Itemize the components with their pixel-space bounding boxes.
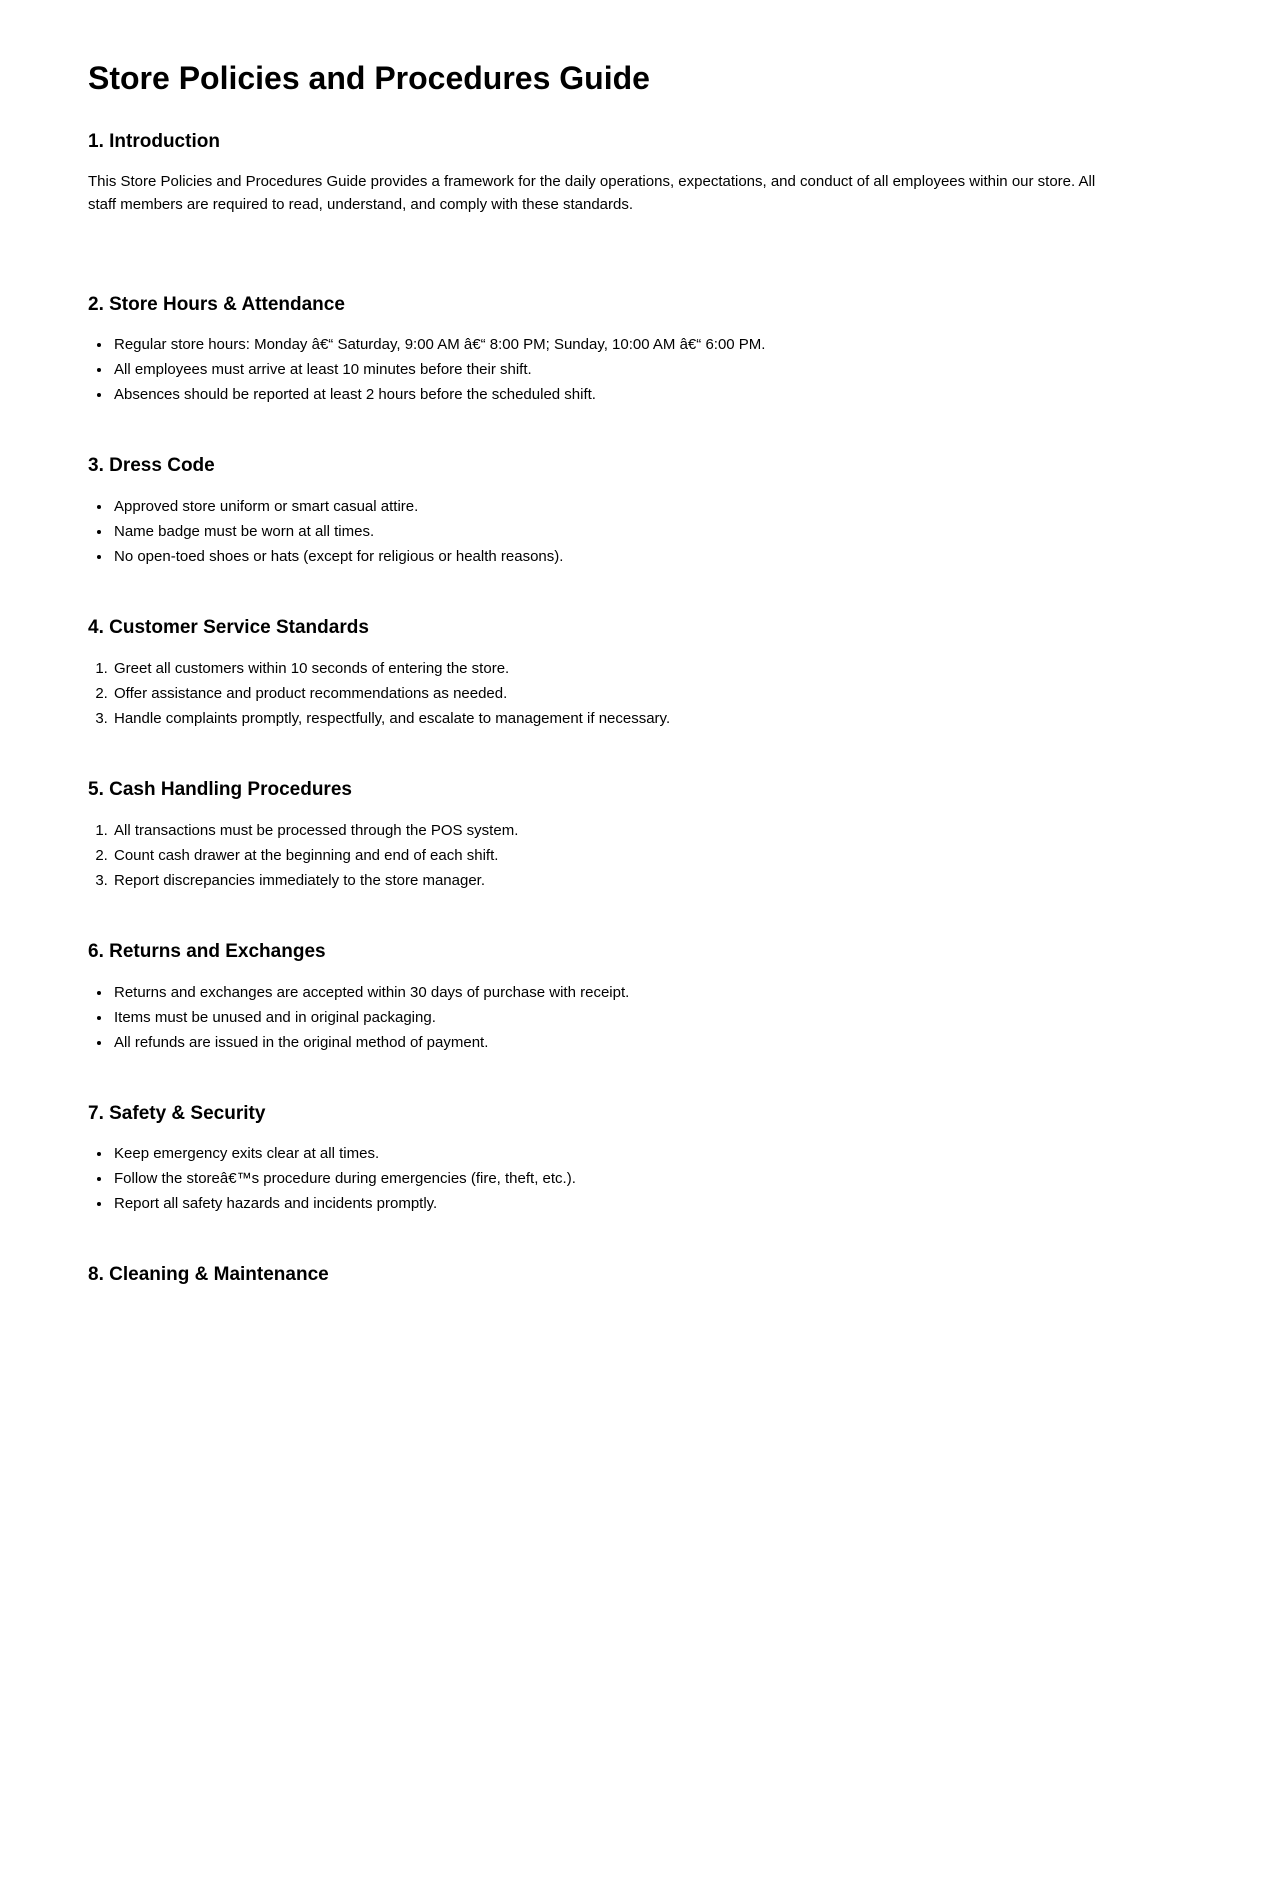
section-heading: 1. Introduction [88, 130, 220, 152]
section-list [88, 332, 1175, 407]
section [88, 779, 1175, 893]
page-title: Store Policies and Procedures Guide [88, 60, 650, 96]
list-item: • Keep emergency exits clear at all times. [112, 1141, 1175, 1166]
section [88, 1103, 1175, 1217]
list-item: • Absences should be reported at least 2 hours before the scheduled shift. [112, 382, 1175, 407]
section-list [88, 494, 1175, 569]
section-heading: 6. Returns and Exchanges [88, 940, 326, 962]
list-item: • All refunds are issued in the original method of payment. [112, 1030, 1175, 1055]
list-item: • Regular store hours: Monday â€“ Saturday, 9:00 AM â€“ 8:00 PM; Sunday, 10:00 AM â€“ 6:00 PM. [112, 332, 1175, 357]
section-heading: 3. Dress Code [88, 455, 215, 477]
list-item: 2. Offer assistance and product recommendations as needed. [112, 681, 1175, 706]
section [88, 1264, 1175, 1303]
section-list [88, 1141, 1175, 1216]
list-item: • Report all safety hazards and incidents promptly. [112, 1191, 1175, 1216]
section [88, 455, 1175, 569]
list-item: • Items must be unused and in original packaging. [112, 1005, 1175, 1030]
section-heading: 4. Customer Service Standards [88, 617, 369, 639]
list-item: • Name badge must be worn at all times. [112, 519, 1175, 544]
section-list [88, 980, 1175, 1055]
list-item: • No open-toed shoes or hats (except for religious or health reasons). [112, 544, 1175, 569]
list-item: • All employees must arrive at least 10 minutes before their shift. [112, 357, 1175, 382]
section-list [88, 656, 1175, 731]
list-item: • Approved store uniform or smart casual attire. [112, 494, 1175, 519]
list-item: 3. Handle complaints promptly, respectfully, and escalate to management if necessary. [112, 706, 1175, 731]
list-item: • Follow the storeâ€™s procedure during emergencies (fire, theft, etc.). [112, 1166, 1175, 1191]
section-heading: 5. Cash Handling Procedures [88, 778, 352, 800]
section [88, 617, 1175, 731]
list-item: 3. Report discrepancies immediately to the store manager. [112, 868, 1175, 893]
section-paragraph: This Store Policies and Procedures Guide provides a framework for the daily operations, expectations, and conduct of all employees within our store. All staff members are required to read, understand, and comply with these standards. [88, 172, 1096, 213]
list-item: 2. Count cash drawer at the beginning and end of each shift. [112, 843, 1175, 868]
sections-container [88, 131, 1175, 1303]
list-item: 1. Greet all customers within 10 seconds of entering the store. [112, 656, 1175, 681]
section-heading: 7. Safety & Security [88, 1102, 266, 1124]
section [88, 941, 1175, 1055]
section-list [88, 818, 1175, 893]
list-item: • Returns and exchanges are accepted within 30 days of purchase with receipt. [112, 980, 1175, 1005]
section-heading: 2. Store Hours & Attendance [88, 293, 345, 315]
section [88, 131, 1175, 246]
list-item: 1. All transactions must be processed through the POS system. [112, 818, 1175, 843]
section [88, 294, 1175, 408]
section-heading: 8. Cleaning & Maintenance [88, 1264, 329, 1286]
